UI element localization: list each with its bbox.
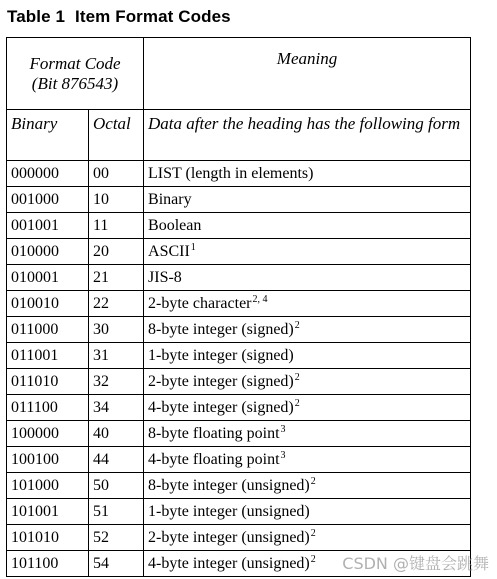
footnote-marker: 3 xyxy=(280,450,286,461)
meaning-cell xyxy=(144,525,471,551)
octal-cell: 54 xyxy=(89,551,144,577)
footnote-marker: 1 xyxy=(190,242,196,253)
octal-cell: 31 xyxy=(89,343,144,369)
octal-header: Octal xyxy=(89,110,144,161)
table-row xyxy=(7,499,471,525)
binary-cell: 101000 xyxy=(7,473,89,499)
binary-cell: 011000 xyxy=(7,317,89,343)
binary-cell: 011001 xyxy=(7,343,89,369)
meaning-subheader: Data after the heading has the following form xyxy=(144,110,471,161)
meaning-text: LIST (length in elements) xyxy=(148,165,314,182)
meaning-header: Meaning xyxy=(144,38,471,110)
meaning-text: JIS-8 xyxy=(148,269,182,286)
table-row xyxy=(7,343,471,369)
format-code-header xyxy=(7,38,144,110)
binary-cell: 010000 xyxy=(7,239,89,265)
footnote-marker: 2 xyxy=(294,372,300,383)
meaning-cell xyxy=(144,447,471,473)
table-body xyxy=(7,161,471,577)
table-row xyxy=(7,291,471,317)
table-row xyxy=(7,239,471,265)
footnote-marker: 2 xyxy=(310,528,316,539)
binary-cell: 001001 xyxy=(7,213,89,239)
watermark: CSDN @键盘会跳舞 xyxy=(342,554,489,573)
meaning-text: 4-byte integer (unsigned) xyxy=(148,555,310,572)
meaning-text: 2-byte integer (unsigned) xyxy=(148,529,310,546)
octal-cell: 52 xyxy=(89,525,144,551)
binary-cell: 100000 xyxy=(7,421,89,447)
binary-cell: 011100 xyxy=(7,395,89,421)
table-row xyxy=(7,395,471,421)
meaning-cell xyxy=(144,421,471,447)
format-code-label: Format Code xyxy=(29,53,121,73)
format-code-bits-label: (Bit 876543) xyxy=(31,73,119,93)
table-row xyxy=(7,369,471,395)
table-row xyxy=(7,473,471,499)
binary-cell: 001000 xyxy=(7,187,89,213)
meaning-text: Binary xyxy=(148,191,192,208)
binary-cell: 101010 xyxy=(7,525,89,551)
footnote-marker: 2 xyxy=(310,554,316,565)
meaning-cell xyxy=(144,499,471,525)
meaning-text: 1-byte integer (unsigned) xyxy=(148,503,310,520)
format-codes-table xyxy=(6,37,471,577)
meaning-cell xyxy=(144,317,471,343)
table-label: Table 1 xyxy=(7,7,66,26)
binary-cell: 101001 xyxy=(7,499,89,525)
table-row xyxy=(7,187,471,213)
binary-cell: 010010 xyxy=(7,291,89,317)
octal-cell: 32 xyxy=(89,369,144,395)
meaning-cell xyxy=(144,239,471,265)
header-row-top xyxy=(7,38,471,110)
meaning-text: 8-byte integer (signed) xyxy=(148,321,294,338)
octal-cell: 21 xyxy=(89,265,144,291)
meaning-text: 8-byte floating point xyxy=(148,425,280,442)
meaning-text: 8-byte integer (unsigned) xyxy=(148,477,310,494)
binary-cell: 101100 xyxy=(7,551,89,577)
octal-cell: 00 xyxy=(89,161,144,187)
meaning-cell xyxy=(144,343,471,369)
table-row xyxy=(7,161,471,187)
binary-cell: 010001 xyxy=(7,265,89,291)
meaning-text: ASCII xyxy=(148,243,190,260)
octal-cell: 11 xyxy=(89,213,144,239)
meaning-text: 2-byte integer (signed) xyxy=(148,373,294,390)
binary-cell: 000000 xyxy=(7,161,89,187)
binary-cell: 100100 xyxy=(7,447,89,473)
meaning-cell xyxy=(144,291,471,317)
table-row xyxy=(7,317,471,343)
footnote-marker: 2, 4 xyxy=(252,294,268,305)
footnote-marker: 3 xyxy=(280,424,286,435)
table-row xyxy=(7,213,471,239)
meaning-text: 1-byte integer (signed) xyxy=(148,347,294,364)
octal-cell: 44 xyxy=(89,447,144,473)
meaning-cell xyxy=(144,395,471,421)
octal-cell: 51 xyxy=(89,499,144,525)
binary-header: Binary xyxy=(7,110,89,161)
meaning-cell xyxy=(144,161,471,187)
meaning-text: 4-byte floating point xyxy=(148,451,280,468)
table-title-text: Item Format Codes xyxy=(75,7,231,26)
octal-cell: 40 xyxy=(89,421,144,447)
meaning-cell xyxy=(144,473,471,499)
footnote-marker: 2 xyxy=(310,476,316,487)
octal-cell: 20 xyxy=(89,239,144,265)
meaning-text: 4-byte integer (signed) xyxy=(148,399,294,416)
meaning-cell xyxy=(144,265,471,291)
octal-cell: 22 xyxy=(89,291,144,317)
footnote-marker: 2 xyxy=(294,320,300,331)
footnote-marker: 2 xyxy=(294,398,300,409)
meaning-text: 2-byte character xyxy=(148,295,252,312)
meaning-cell xyxy=(144,369,471,395)
octal-cell: 50 xyxy=(89,473,144,499)
table-row xyxy=(7,447,471,473)
octal-cell: 30 xyxy=(89,317,144,343)
meaning-text: Boolean xyxy=(148,217,202,234)
binary-cell: 011010 xyxy=(7,369,89,395)
header-row-sub xyxy=(7,110,471,161)
table-row xyxy=(7,265,471,291)
meaning-cell xyxy=(144,213,471,239)
table-row xyxy=(7,421,471,447)
meaning-cell xyxy=(144,187,471,213)
table-row xyxy=(7,525,471,551)
table-title xyxy=(7,7,231,27)
octal-cell: 34 xyxy=(89,395,144,421)
octal-cell: 10 xyxy=(89,187,144,213)
